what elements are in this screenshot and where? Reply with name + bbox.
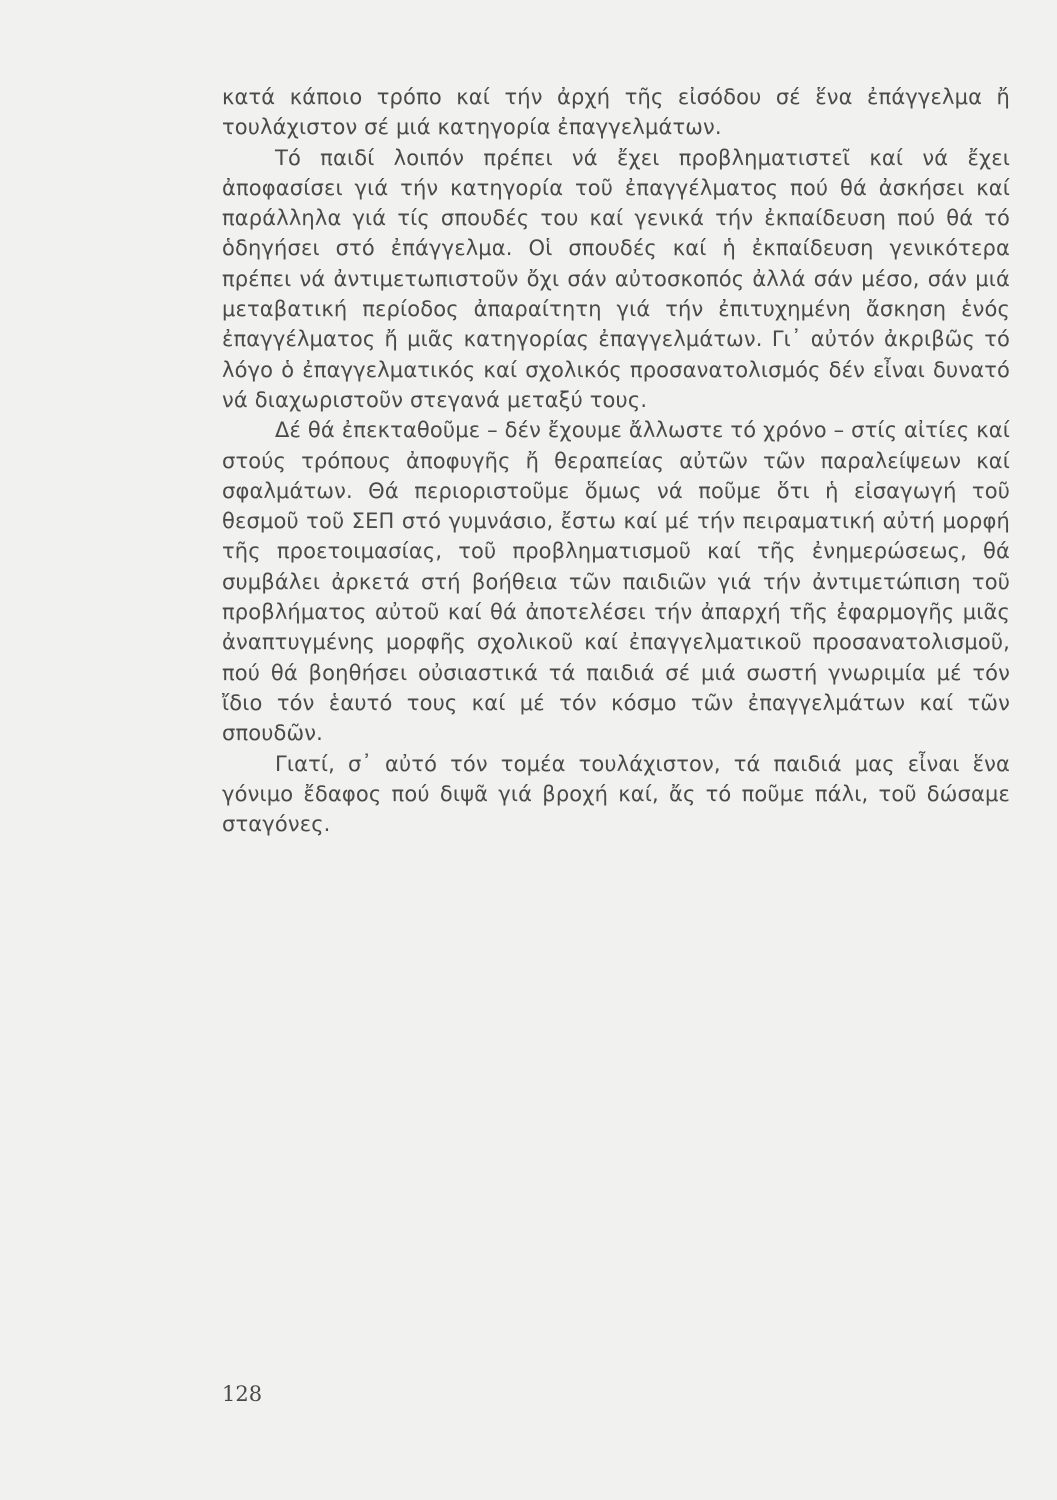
paragraph-sep-institution: Δέ θά ἐπεκταθοῦμε – δέν ἔχουμε ἄλλωστε τό χρόνο – στίς αἰτίες καί στούς τρόπους ἀποφυγῆς ἤ θεραπείας αὐτῶν τῶν παραλείψεων καί σφαλμάτων. Θά περιοριστοῦμε ὅμως νά ποῦμε ὅτι ἡ εἰσαγωγή τοῦ θεσμοῦ τοῦ ΣΕΠ στό γυμνάσιο, ἔστω καί μέ τήν πειραματική αὐτή μορφή τῆς προετοιμασίας, τοῦ προβληματισμοῦ καί τῆς ἐνημερώσεως, θά συμβάλει ἀρκετά στή βοήθεια τῶν παιδιῶν γιά τήν ἀντιμετώπιση τοῦ προβλήματος αὐτοῦ καί θά ἀποτελέσει τήν ἀπαρχή τῆς ἐφαρμογῆς μιᾶς ἀναπτυγμένης μορφῆς σχολικοῦ καί ἐπαγγελματικοῦ προσανατολισμοῦ, πού θά βοηθήσει οὐσιαστικά τά παιδιά σέ μιά σωστή γνωριμία μέ τόν ἴδιο τόν ἑαυτό τους καί μέ τόν κόσμο τῶν ἐπαγγελμάτων καί τῶν σπουδῶν.	[222, 418, 1010, 746]
page-number: 128	[222, 1382, 263, 1406]
paragraph-continuation: κατά κάποιο τρόπο καί τήν ἀρχή τῆς εἰσόδου σέ ἕνα ἐπάγγελμα ἤ τουλάχιστον σέ μιά κατηγορία ἐπαγγελμάτων.	[222, 85, 1010, 140]
body-text	[222, 82, 1010, 839]
paragraph-closing: Γιατί, σ᾽ αὐτό τόν τομέα τουλάχιστον, τά παιδιά μας εἶναι ἕνα γόνιμο ἔδαφος πού διψᾶ γιά βροχή καί, ἄς τό ποῦμε πάλι, τοῦ δώσαμε σταγόνες.	[222, 751, 1010, 837]
paragraph-choice-of-profession: Τό παιδί λοιπόν πρέπει νά ἔχει προβληματιστεῖ καί νά ἔχει ἀποφασίσει γιά τήν κατηγορία τοῦ ἐπαγγέλματος πού θά ἀσκήσει καί παράλληλα γιά τίς σπουδές του καί γενικά τήν ἐκπαίδευση πού θά τό ὁδηγήσει στό ἐπάγγελμα. Οἱ σπουδές καί ἡ ἐκπαίδευση γενικότερα πρέπει νά ἀντιμετωπιστοῦν ὄχι σάν αὐτοσκοπός ἀλλά σάν μέσο, σάν μιά μεταβατική περίοδος ἀπαραίτητη γιά τήν ἐπιτυχημένη ἄσκηση ἑνός ἐπαγγέλματος ἤ μιᾶς κατηγορίας ἐπαγγελμάτων. Γι᾽ αὐτόν ἀκριβῶς τό λόγο ὁ ἐπαγγελματικός καί σχολικός προσανατολισμός δέν εἶναι δυνατό νά διαχωριστοῦν στεγανά μεταξύ τους.	[222, 145, 1010, 412]
